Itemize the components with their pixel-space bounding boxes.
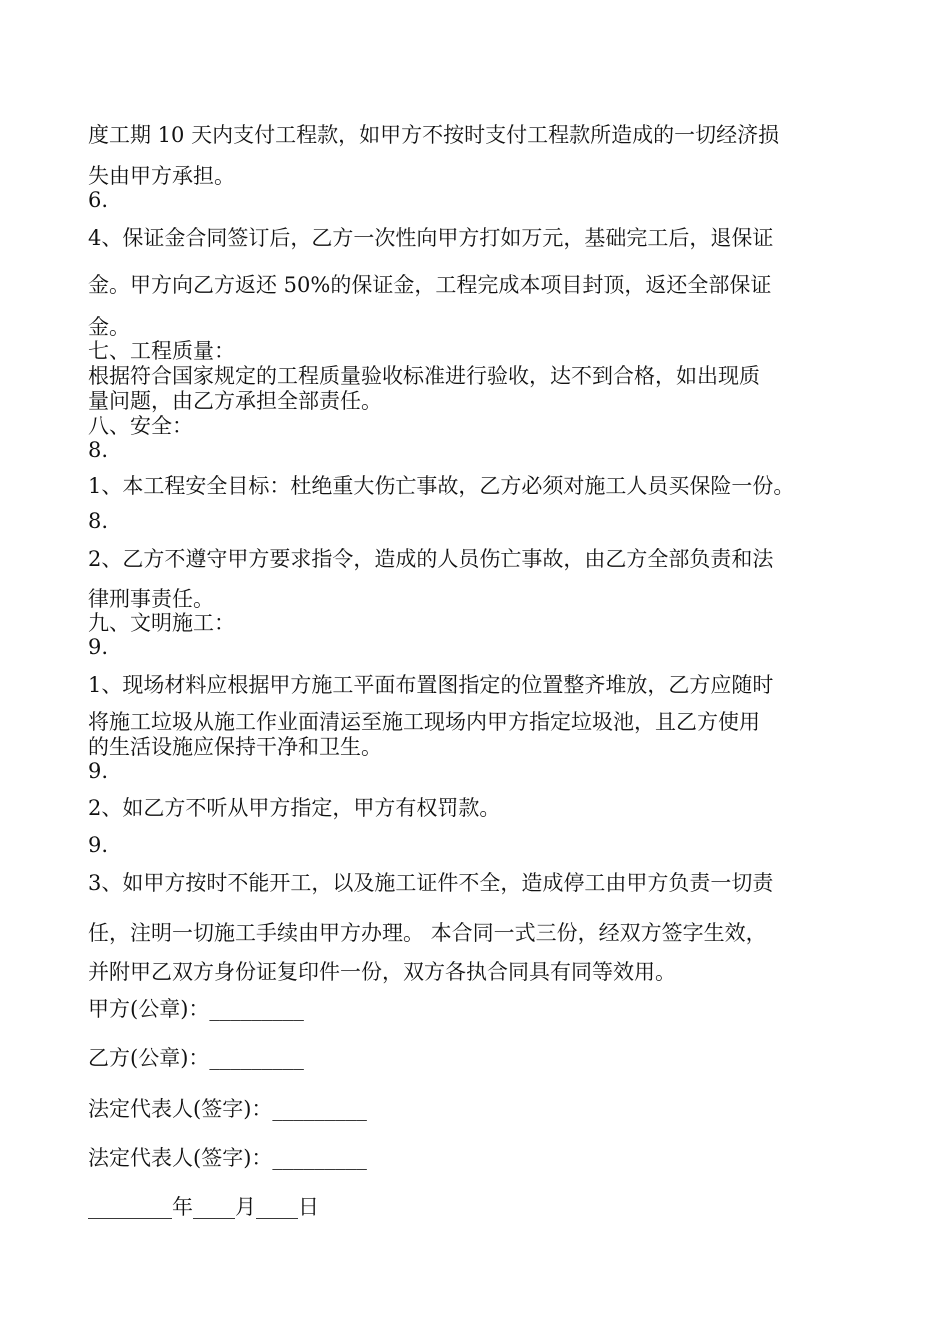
- section-number: 8.: [88, 509, 109, 533]
- signature-party-a: 甲方(公章)：_________: [88, 997, 304, 1021]
- paragraph-line: 4、保证金合同签订后，乙方一次性向甲方打如万元，基础完工后，退保证: [88, 226, 774, 250]
- paragraph-line: 金。: [88, 315, 130, 339]
- paragraph-line: 任，注明一切施工手续由甲方办理。 本合同一式三份，经双方签字生效，: [88, 921, 767, 945]
- signature-party-b: 乙方(公章)：_________: [88, 1046, 304, 1070]
- section-number: 9.: [88, 833, 109, 857]
- paragraph-line: 律刑事责任。: [88, 587, 214, 611]
- section-heading: 八、安全：: [88, 414, 193, 438]
- paragraph-line: 2、如乙方不听从甲方指定，甲方有权罚款。: [88, 796, 501, 820]
- paragraph-line: 的生活设施应保持干净和卫生。: [88, 735, 382, 759]
- paragraph-line: 1、本工程安全目标：杜绝重大伤亡事故，乙方必须对施工人员买保险一份。: [88, 474, 795, 498]
- paragraph-line: 度工期 10 天内支付工程款，如甲方不按时支付工程款所造成的一切经济损: [88, 123, 780, 147]
- paragraph-line: 金。甲方向乙方返还 50%的保证金，工程完成本项目封顶，返还全部保证: [88, 273, 772, 297]
- paragraph-line: 并附甲乙双方身份证复印件一份，双方各执合同具有同等效用。: [88, 960, 676, 984]
- section-heading: 九、文明施工：: [88, 611, 235, 635]
- section-heading: 七、工程质量：: [88, 339, 235, 363]
- section-number: 9.: [88, 759, 109, 783]
- section-number: 8.: [88, 438, 109, 462]
- signature-representative-a: 法定代表人(签字)：_________: [88, 1097, 367, 1121]
- paragraph-line: 2、乙方不遵守甲方要求指令，造成的人员伤亡事故，由乙方全部负责和法: [88, 547, 774, 571]
- paragraph-line: 根据符合国家规定的工程质量验收标准进行验收，达不到合格，如出现质: [88, 364, 760, 388]
- paragraph-line: 3、如甲方按时不能开工，以及施工证件不全，造成停工由甲方负责一切责: [88, 871, 774, 895]
- section-number: 6.: [88, 188, 109, 212]
- signature-representative-b: 法定代表人(签字)：_________: [88, 1146, 367, 1170]
- paragraph-line: 量问题，由乙方承担全部责任。: [88, 389, 382, 413]
- paragraph-line: 将施工垃圾从施工作业面清运至施工现场内甲方指定垃圾池，且乙方使用: [88, 710, 760, 734]
- section-number: 9.: [88, 635, 109, 659]
- date-line: ________年____月____日: [88, 1195, 319, 1219]
- paragraph-line: 失由甲方承担。: [88, 164, 235, 188]
- paragraph-line: 1、现场材料应根据甲方施工平面布置图指定的位置整齐堆放，乙方应随时: [88, 673, 774, 697]
